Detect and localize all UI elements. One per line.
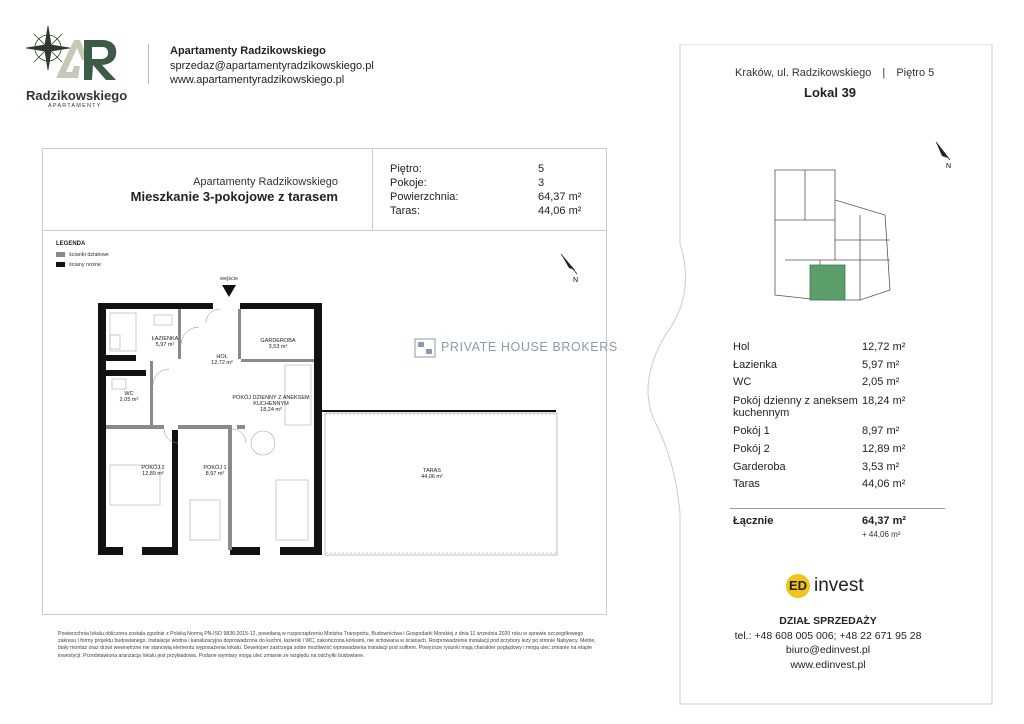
room-area-pokoj1: 8,97 m² — [205, 471, 225, 477]
spec-value-floor: 5 — [538, 163, 545, 175]
unit-room-value-4: 8,97 m² — [862, 425, 900, 437]
room-area-hol: 12,72 m² — [211, 360, 233, 366]
room-name-lazienka: ŁAZIENKA — [151, 336, 179, 342]
svg-text:N: N — [573, 277, 579, 284]
brand-name: Radzikowskiego — [26, 88, 128, 103]
legend-title: LEGENDA — [56, 241, 86, 247]
spec-label-area: Powierzchnia: — [390, 191, 459, 203]
sales-email[interactable]: biuro@edinvest.pl — [785, 644, 871, 656]
legend-item-bearing — [56, 262, 101, 268]
watermark-logo-icon — [414, 338, 436, 358]
legend-label-bearing: ściany nośne — [69, 262, 102, 268]
legend-label-partition: ścianki działowe — [69, 252, 109, 258]
terrace-area — [325, 413, 557, 555]
entrance-label: wejście — [220, 276, 239, 282]
unit-room-value-6: 3,53 m² — [862, 461, 900, 473]
edinvest-logo-letters: ED — [789, 578, 808, 593]
unit-room-value-2: 2,05 m² — [862, 376, 900, 388]
north-arrow-right-icon — [930, 138, 958, 170]
svg-text:N: N — [946, 163, 952, 170]
room-name-wc: WC — [124, 391, 134, 397]
entrance-arrow-icon — [222, 285, 236, 297]
room-area-dzienny: 18,24 m² — [260, 407, 282, 413]
plan-header-vdivider — [372, 148, 373, 230]
brand-subtitle: APARTAMENTY — [48, 103, 102, 109]
room-name-hol: HOL — [216, 354, 228, 360]
header-divider — [148, 44, 149, 84]
unit-room-value-3: 18,24 m² — [862, 395, 906, 407]
total-value: 64,37 m² — [862, 515, 907, 527]
room-area-wc: 2,05 m² — [119, 397, 139, 403]
spec-value-area: 64,37 m² — [538, 191, 582, 203]
plan-frame-left-edge — [42, 148, 43, 614]
contact-title: Apartamenty Radzikowskiego — [170, 45, 326, 57]
door-swings — [153, 309, 246, 443]
room-label-pokoj2 — [138, 465, 168, 477]
edinvest-logo-word: invest — [814, 575, 864, 596]
room-area-taras: 44,06 m² — [421, 474, 443, 480]
room-label-wc — [116, 391, 142, 403]
unit-room-name-6: Garderoba — [733, 461, 786, 473]
unit-separator: | — [882, 67, 886, 79]
spec-label-rooms: Pokoje: — [390, 177, 427, 189]
plan-title: Mieszkanie 3-pokojowe z tarasem — [130, 189, 338, 204]
unit-room-name-3: Pokój dzienny z aneksem kuchennym — [733, 395, 858, 419]
total-terrace-extra: + 44,06 m² — [862, 530, 901, 539]
contact-email[interactable]: sprzedaz@apartamentyradzikowskiego.pl — [170, 59, 374, 72]
plan-header-divider — [42, 230, 606, 231]
spec-value-terrace: 44,06 m² — [538, 205, 582, 217]
unit-room-name-7: Taras — [733, 478, 760, 490]
sales-website[interactable]: www.edinvest.pl — [790, 658, 866, 671]
room-label-taras — [414, 468, 450, 480]
unit-location — [735, 67, 934, 79]
unit-room-name-4: Pokój 1 — [733, 425, 770, 437]
spec-label-terrace: Taras: — [390, 205, 420, 217]
building-key-plan — [765, 160, 905, 310]
unit-room-name-5: Pokój 2 — [733, 443, 770, 455]
contact-block — [170, 44, 374, 88]
unit-room-name-0: Hol — [733, 341, 750, 353]
room-name-dzienny: POKÓJ DZIENNY Z ANEKSEM KUCHENNYM — [232, 395, 310, 407]
total-label: Łącznie — [733, 515, 774, 527]
room-name-garderoba: GARDEROBA — [260, 338, 296, 344]
room-label-pokoj1 — [200, 465, 230, 477]
watermark-text: PRIVATE HOUSE BROKERS — [441, 340, 618, 354]
unit-city: Kraków, ul. Radzikowskiego — [735, 67, 872, 79]
room-name-taras: TARAS — [423, 468, 441, 474]
legend-swatch-partition — [56, 252, 65, 257]
legend-item-partition — [56, 252, 109, 258]
legend-swatch-bearing — [56, 262, 65, 267]
contact-website[interactable]: www.apartamentyradzikowskiego.pl — [170, 74, 345, 86]
room-label-lazienka — [150, 336, 180, 348]
total-divider — [730, 508, 945, 509]
sales-phone[interactable]: tel.: +48 608 005 006; +48 22 671 95 28 — [734, 629, 922, 642]
plan-project-name: Apartamenty Radzikowskiego — [193, 176, 338, 188]
unit-room-name-2: WC — [733, 376, 752, 388]
unit-room-name-1: Łazienka — [733, 359, 778, 371]
room-label-garderoba — [258, 338, 298, 350]
room-name-pokoj1: POKÓJ 1 — [203, 465, 227, 471]
plan-frame-bottom-edge — [42, 614, 606, 615]
floor-plan — [90, 275, 570, 575]
sales-title: DZIAŁ SPRZEDAŻY — [779, 615, 877, 627]
spec-label-floor: Piętro: — [390, 163, 422, 175]
room-area-garderoba: 3,53 m² — [268, 344, 288, 350]
unit-room-value-5: 12,89 m² — [862, 443, 906, 455]
unit-floor: Piętro 5 — [896, 67, 935, 79]
plan-footnote: Powierzchnia lokalu obliczona została zgodnie z Polską Normą PN-ISO 9836:2015-12, powołaną w rozporządzeniu Ministra Transportu, Budownictwa i Gospodarki Morskiej z dnia 11 września 2020 roku w sprawie szczegółowego zakresu i formy projektu budowlanego. Instalacje wodna i kanalizacyjna doprowadzona do kuchni, łazienki i WC, zakończona korkami, nie schowana w ścianach. Rozprowadzenie instalacji pod przybory leży po stronie Nabywcy. Meble, biały montaż oraz drzwi wewnętrzne nie stanowią elementu wyposażenia lokalu. Deweloper zastrzega sobie możliwość wprowadzenia instalacji pod sufitem. Powyższe rysunki mają charakter poglądowy i mogą ulec zmianie na etapie inwestycji. Przedstawiona aranżacja lokalu jest przykładowa. Podane wymiary mogą ulec zmianie ze względu na odchyłki budowlane. — [58, 631, 596, 659]
sales-contact — [700, 614, 956, 672]
room-label-dzienny — [232, 395, 310, 413]
room-area-pokoj2: 12,89 m² — [142, 471, 164, 477]
room-name-pokoj2: POKÓJ 2 — [141, 465, 165, 471]
spec-value-rooms: 3 — [538, 177, 545, 189]
unit-room-value-7: 44,06 m² — [862, 478, 906, 490]
ar-monogram-icon — [56, 40, 116, 80]
room-label-hol — [206, 354, 238, 366]
unit-room-value-1: 5,97 m² — [862, 359, 900, 371]
unit-number: Lokal 39 — [804, 85, 857, 100]
unit-room-value-0: 12,72 m² — [862, 341, 906, 353]
unit-highlight — [810, 265, 845, 300]
room-area-lazienka: 5,97 m² — [155, 342, 175, 348]
